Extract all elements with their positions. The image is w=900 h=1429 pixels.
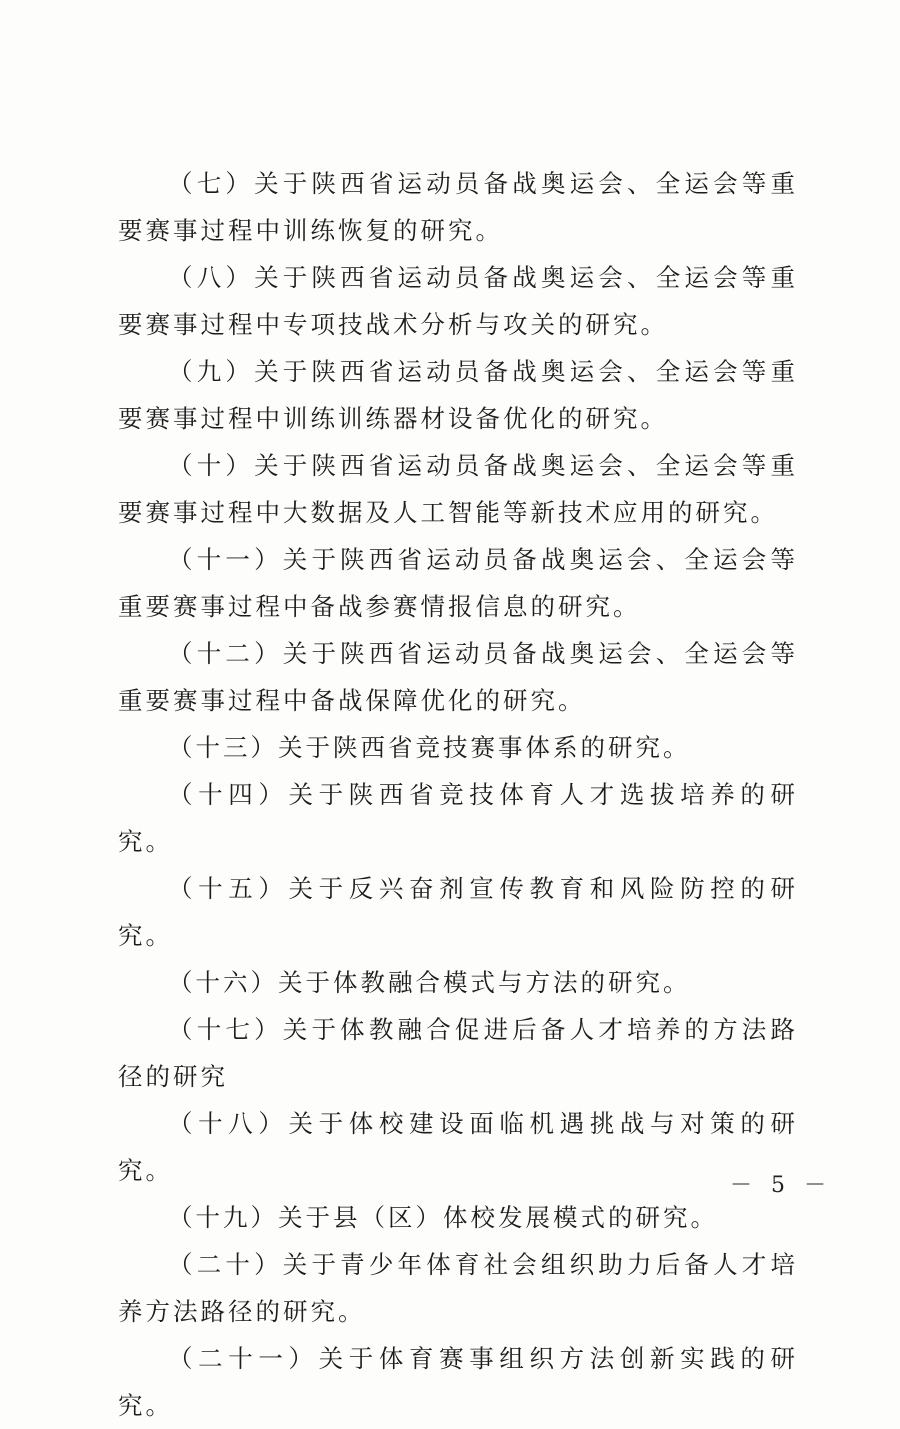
list-item: （十二）关于陕西省运动员备战奥运会、全运会等重要赛事过程中备战保障优化的研究。 — [118, 639, 798, 715]
list-item: （十七）关于体教融合促进后备人才培养的方法路径的研究 — [118, 1015, 798, 1091]
list-item: （七）关于陕西省运动员备战奥运会、全运会等重要赛事过程中训练恢复的研究。 — [118, 169, 798, 245]
page-number: － 5 － — [730, 1173, 832, 1198]
list-item: （十四）关于陕西省竞技体育人才选拔培养的研究。 — [118, 780, 798, 856]
list-item: （二十一）关于体育赛事组织方法创新实践的研究。 — [118, 1344, 798, 1420]
list-item: （十八）关于体校建设面临机遇挑战与对策的研究。 — [118, 1109, 798, 1185]
list-item: （十五）关于反兴奋剂宣传教育和风险防控的研究。 — [118, 874, 798, 950]
list-item: （十一）关于陕西省运动员备战奥运会、全运会等重要赛事过程中备战参赛情报信息的研究。 — [118, 545, 798, 621]
list-item: （十三）关于陕西省竞技赛事体系的研究。 — [168, 733, 691, 762]
list-item: （九）关于陕西省运动员备战奥运会、全运会等重要赛事过程中训练训练器材设备优化的研究。 — [118, 357, 798, 433]
list-item: （八）关于陕西省运动员备战奥运会、全运会等重要赛事过程中专项技战术分析与攻关的研究。 — [118, 263, 798, 339]
list-item: （十九）关于县（区）体校发展模式的研究。 — [168, 1203, 718, 1232]
list-item: （十六）关于体教融合模式与方法的研究。 — [168, 968, 691, 997]
research-topic-list — [118, 160, 798, 1429]
list-item: （二十）关于青少年体育社会组织助力后备人才培养方法路径的研究。 — [118, 1250, 798, 1326]
list-item: （十）关于陕西省运动员备战奥运会、全运会等重要赛事过程中大数据及人工智能等新技术应用的研究。 — [118, 451, 798, 527]
